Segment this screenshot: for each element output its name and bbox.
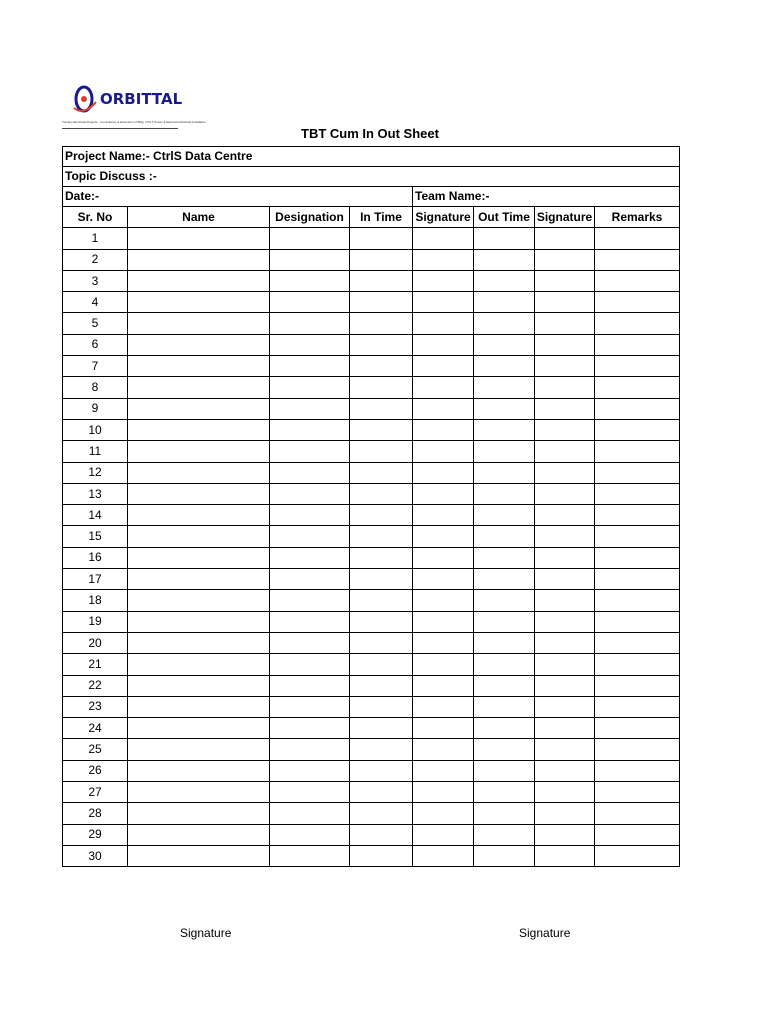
cell-remarks[interactable] [595,569,680,590]
cell-in-signature[interactable] [413,675,474,696]
cell-out-signature[interactable] [535,547,595,568]
cell-out-time[interactable] [474,611,535,632]
cell-designation[interactable] [270,675,350,696]
table-row [63,803,680,824]
right-signature-label: Signature [519,926,571,940]
cell-designation[interactable] [270,845,350,866]
cell-name[interactable] [128,377,270,398]
cell-designation[interactable] [270,824,350,845]
cell-designation[interactable] [270,654,350,675]
cell-out-signature[interactable] [535,739,595,760]
cell-in-time[interactable] [350,377,413,398]
col-header-name: Name [128,207,270,228]
cell-name[interactable] [128,398,270,419]
cell-designation[interactable] [270,696,350,717]
cell-in-signature[interactable] [413,526,474,547]
cell-name[interactable] [128,632,270,653]
cell-out-time[interactable] [474,739,535,760]
cell-designation[interactable] [270,334,350,355]
cell-in-signature[interactable] [413,845,474,866]
cell-out-time[interactable] [474,654,535,675]
table-row [63,696,680,717]
cell-sr-no: 10 [63,419,128,440]
table-row [63,675,680,696]
cell-sr-no: 16 [63,547,128,568]
cell-remarks[interactable] [595,505,680,526]
cell-designation[interactable] [270,398,350,419]
cell-name[interactable] [128,441,270,462]
cell-in-time[interactable] [350,356,413,377]
table-row [63,228,680,249]
cell-sr-no: 7 [63,356,128,377]
cell-remarks[interactable] [595,824,680,845]
cell-remarks[interactable] [595,611,680,632]
cell-out-time[interactable] [474,547,535,568]
table-row [63,845,680,866]
cell-designation[interactable] [270,803,350,824]
cell-designation[interactable] [270,356,350,377]
logo-divider [62,128,178,129]
cell-out-time[interactable] [474,696,535,717]
cell-out-time[interactable] [474,782,535,803]
cell-sr-no: 19 [63,611,128,632]
cell-out-signature[interactable] [535,419,595,440]
cell-designation[interactable] [270,739,350,760]
cell-out-time[interactable] [474,398,535,419]
cell-sr-no: 15 [63,526,128,547]
cell-remarks[interactable] [595,782,680,803]
col-header-in-signature: Signature [413,207,474,228]
cell-out-time[interactable] [474,803,535,824]
cell-sr-no: 21 [63,654,128,675]
table-row [63,483,680,504]
cell-sr-no: 30 [63,845,128,866]
cell-out-time[interactable] [474,228,535,249]
attendance-table [62,146,680,867]
cell-out-time[interactable] [474,483,535,504]
table-row [63,632,680,653]
cell-name[interactable] [128,228,270,249]
table-row [63,760,680,781]
table-row [63,377,680,398]
cell-out-signature[interactable] [535,313,595,334]
cell-remarks[interactable] [595,270,680,291]
cell-in-signature[interactable] [413,718,474,739]
cell-sr-no: 11 [63,441,128,462]
cell-out-signature[interactable] [535,824,595,845]
col-header-designation: Designation [270,207,350,228]
cell-in-signature[interactable] [413,760,474,781]
cell-designation[interactable] [270,228,350,249]
cell-in-time[interactable] [350,398,413,419]
cell-in-signature[interactable] [413,590,474,611]
sheet-title: TBT Cum In Out Sheet [301,126,439,141]
cell-out-signature[interactable] [535,526,595,547]
cell-remarks[interactable] [595,313,680,334]
cell-remarks[interactable] [595,292,680,313]
col-header-sr-no: Sr. No [63,207,128,228]
cell-in-signature[interactable] [413,547,474,568]
cell-designation[interactable] [270,718,350,739]
cell-name[interactable] [128,569,270,590]
cell-out-signature[interactable] [535,845,595,866]
cell-out-signature[interactable] [535,654,595,675]
cell-out-signature[interactable] [535,718,595,739]
cell-out-signature[interactable] [535,377,595,398]
cell-in-signature[interactable] [413,270,474,291]
cell-in-signature[interactable] [413,696,474,717]
cell-remarks[interactable] [595,547,680,568]
cell-in-time[interactable] [350,526,413,547]
cell-sr-no: 17 [63,569,128,590]
cell-designation[interactable] [270,249,350,270]
cell-remarks[interactable] [595,419,680,440]
cell-name[interactable] [128,590,270,611]
cell-name[interactable] [128,824,270,845]
col-header-out-time: Out Time [474,207,535,228]
cell-sr-no: 23 [63,696,128,717]
cell-in-signature[interactable] [413,632,474,653]
cell-in-signature[interactable] [413,292,474,313]
cell-name[interactable] [128,270,270,291]
cell-out-signature[interactable] [535,782,595,803]
cell-in-signature[interactable] [413,249,474,270]
col-header-in-time: In Time [350,207,413,228]
cell-remarks[interactable] [595,462,680,483]
cell-out-signature[interactable] [535,398,595,419]
cell-out-signature[interactable] [535,760,595,781]
cell-designation[interactable] [270,782,350,803]
logo-brand-text: ORBITTAL [100,90,183,108]
logo-tagline: Turnkey Electrical Projects · Consultancy & Execution of Bldg. HT/LT Power & Electromechanical Installation [62,120,207,124]
project-name-cell[interactable]: Project Name:- CtrlS Data Centre [63,147,680,167]
cell-name[interactable] [128,739,270,760]
cell-name[interactable] [128,845,270,866]
cell-sr-no: 12 [63,462,128,483]
cell-out-signature[interactable] [535,483,595,504]
column-header-row [63,207,680,228]
cell-sr-no: 6 [63,334,128,355]
col-header-out-signature: Signature [535,207,595,228]
cell-sr-no: 24 [63,718,128,739]
cell-out-time[interactable] [474,505,535,526]
cell-in-signature[interactable] [413,483,474,504]
cell-in-time[interactable] [350,313,413,334]
cell-sr-no: 8 [63,377,128,398]
cell-out-time[interactable] [474,824,535,845]
cell-out-time[interactable] [474,441,535,462]
cell-designation[interactable] [270,377,350,398]
cell-sr-no: 28 [63,803,128,824]
table-row [63,356,680,377]
cell-name[interactable] [128,505,270,526]
cell-out-time[interactable] [474,419,535,440]
cell-out-time[interactable] [474,377,535,398]
cell-out-signature[interactable] [535,803,595,824]
cell-remarks[interactable] [595,483,680,504]
cell-name[interactable] [128,760,270,781]
table-row [63,313,680,334]
cell-sr-no: 20 [63,632,128,653]
cell-out-time[interactable] [474,760,535,781]
cell-in-signature[interactable] [413,782,474,803]
cell-out-time[interactable] [474,675,535,696]
cell-in-time[interactable] [350,270,413,291]
cell-in-signature[interactable] [413,441,474,462]
cell-remarks[interactable] [595,590,680,611]
cell-in-time[interactable] [350,505,413,526]
cell-designation[interactable] [270,441,350,462]
cell-designation[interactable] [270,419,350,440]
cell-out-time[interactable] [474,249,535,270]
cell-remarks[interactable] [595,441,680,462]
cell-name[interactable] [128,334,270,355]
cell-out-time[interactable] [474,292,535,313]
cell-in-time[interactable] [350,824,413,845]
cell-in-signature[interactable] [413,739,474,760]
cell-remarks[interactable] [595,398,680,419]
company-logo [62,82,207,132]
cell-in-time[interactable] [350,845,413,866]
table-row [63,526,680,547]
cell-out-time[interactable] [474,334,535,355]
cell-name[interactable] [128,718,270,739]
cell-name[interactable] [128,419,270,440]
cell-in-signature[interactable] [413,803,474,824]
cell-in-signature[interactable] [413,228,474,249]
cell-remarks[interactable] [595,632,680,653]
cell-in-signature[interactable] [413,419,474,440]
cell-in-time[interactable] [350,483,413,504]
cell-remarks[interactable] [595,845,680,866]
cell-out-signature[interactable] [535,632,595,653]
cell-designation[interactable] [270,547,350,568]
cell-in-signature[interactable] [413,569,474,590]
cell-out-signature[interactable] [535,611,595,632]
cell-remarks[interactable] [595,696,680,717]
cell-name[interactable] [128,313,270,334]
cell-out-time[interactable] [474,526,535,547]
cell-out-signature[interactable] [535,696,595,717]
cell-remarks[interactable] [595,654,680,675]
cell-out-time[interactable] [474,845,535,866]
table-row [63,611,680,632]
cell-remarks[interactable] [595,526,680,547]
cell-sr-no: 2 [63,249,128,270]
cell-in-time[interactable] [350,675,413,696]
table-row [63,718,680,739]
cell-designation[interactable] [270,505,350,526]
cell-in-signature[interactable] [413,462,474,483]
cell-designation[interactable] [270,569,350,590]
cell-designation[interactable] [270,760,350,781]
cell-remarks[interactable] [595,760,680,781]
cell-in-signature[interactable] [413,611,474,632]
table-row [63,782,680,803]
cell-sr-no: 14 [63,505,128,526]
table-row [63,569,680,590]
cell-in-time[interactable] [350,718,413,739]
cell-in-time[interactable] [350,654,413,675]
team-name-cell[interactable]: Team Name:- [413,187,680,207]
cell-designation[interactable] [270,526,350,547]
table-row [63,334,680,355]
cell-name[interactable] [128,249,270,270]
cell-name[interactable] [128,803,270,824]
cell-sr-no: 9 [63,398,128,419]
cell-designation[interactable] [270,462,350,483]
cell-out-signature[interactable] [535,270,595,291]
cell-out-signature[interactable] [535,292,595,313]
cell-in-time[interactable] [350,228,413,249]
cell-in-signature[interactable] [413,313,474,334]
cell-sr-no: 22 [63,675,128,696]
cell-out-signature[interactable] [535,462,595,483]
cell-in-time[interactable] [350,547,413,568]
cell-name[interactable] [128,462,270,483]
cell-name[interactable] [128,611,270,632]
cell-sr-no: 26 [63,760,128,781]
table-row [63,739,680,760]
cell-in-time[interactable] [350,696,413,717]
cell-in-time[interactable] [350,569,413,590]
table-row [63,292,680,313]
cell-in-time[interactable] [350,632,413,653]
col-header-remarks: Remarks [595,207,680,228]
cell-in-time[interactable] [350,590,413,611]
cell-out-signature[interactable] [535,569,595,590]
cell-remarks[interactable] [595,739,680,760]
cell-in-signature[interactable] [413,398,474,419]
cell-in-time[interactable] [350,760,413,781]
cell-remarks[interactable] [595,803,680,824]
cell-in-signature[interactable] [413,377,474,398]
cell-in-time[interactable] [350,803,413,824]
cell-sr-no: 18 [63,590,128,611]
left-signature-label: Signature [180,926,232,940]
cell-designation[interactable] [270,632,350,653]
cell-name[interactable] [128,675,270,696]
cell-in-time[interactable] [350,462,413,483]
cell-name[interactable] [128,292,270,313]
topic-cell[interactable]: Topic Discuss :- [63,167,680,187]
cell-in-time[interactable] [350,782,413,803]
cell-remarks[interactable] [595,718,680,739]
table-row [63,249,680,270]
cell-out-time[interactable] [474,632,535,653]
cell-in-time[interactable] [350,249,413,270]
cell-out-signature[interactable] [535,356,595,377]
cell-in-time[interactable] [350,441,413,462]
cell-remarks[interactable] [595,228,680,249]
cell-sr-no: 25 [63,739,128,760]
cell-in-time[interactable] [350,419,413,440]
cell-out-signature[interactable] [535,505,595,526]
cell-remarks[interactable] [595,356,680,377]
table-row [63,462,680,483]
cell-sr-no: 5 [63,313,128,334]
cell-name[interactable] [128,696,270,717]
cell-out-signature[interactable] [535,249,595,270]
cell-name[interactable] [128,356,270,377]
cell-name[interactable] [128,483,270,504]
table-row [63,547,680,568]
cell-out-signature[interactable] [535,228,595,249]
cell-out-time[interactable] [474,569,535,590]
cell-sr-no: 27 [63,782,128,803]
cell-sr-no: 13 [63,483,128,504]
table-row [63,590,680,611]
cell-designation[interactable] [270,590,350,611]
cell-sr-no: 4 [63,292,128,313]
cell-remarks[interactable] [595,334,680,355]
cell-in-time[interactable] [350,739,413,760]
cell-sr-no: 29 [63,824,128,845]
cell-in-signature[interactable] [413,356,474,377]
cell-in-time[interactable] [350,292,413,313]
cell-out-signature[interactable] [535,334,595,355]
cell-in-time[interactable] [350,334,413,355]
cell-designation[interactable] [270,313,350,334]
cell-out-time[interactable] [474,313,535,334]
cell-out-signature[interactable] [535,441,595,462]
cell-remarks[interactable] [595,675,680,696]
cell-out-signature[interactable] [535,590,595,611]
cell-in-signature[interactable] [413,824,474,845]
cell-in-signature[interactable] [413,505,474,526]
table-row [63,441,680,462]
cell-out-time[interactable] [474,356,535,377]
cell-name[interactable] [128,526,270,547]
orbit-logo-icon [62,82,102,116]
cell-designation[interactable] [270,292,350,313]
cell-designation[interactable] [270,611,350,632]
cell-remarks[interactable] [595,249,680,270]
cell-name[interactable] [128,654,270,675]
cell-in-time[interactable] [350,611,413,632]
cell-sr-no: 1 [63,228,128,249]
cell-designation[interactable] [270,270,350,291]
cell-out-time[interactable] [474,590,535,611]
cell-in-signature[interactable] [413,654,474,675]
table-row [63,505,680,526]
cell-out-time[interactable] [474,718,535,739]
cell-out-signature[interactable] [535,675,595,696]
cell-name[interactable] [128,782,270,803]
cell-sr-no: 3 [63,270,128,291]
cell-in-signature[interactable] [413,334,474,355]
date-cell[interactable]: Date:- [63,187,413,207]
table-row [63,824,680,845]
cell-out-time[interactable] [474,270,535,291]
table-row [63,419,680,440]
cell-name[interactable] [128,547,270,568]
cell-out-time[interactable] [474,462,535,483]
table-row [63,398,680,419]
cell-designation[interactable] [270,483,350,504]
cell-remarks[interactable] [595,377,680,398]
table-row [63,270,680,291]
table-row [63,654,680,675]
